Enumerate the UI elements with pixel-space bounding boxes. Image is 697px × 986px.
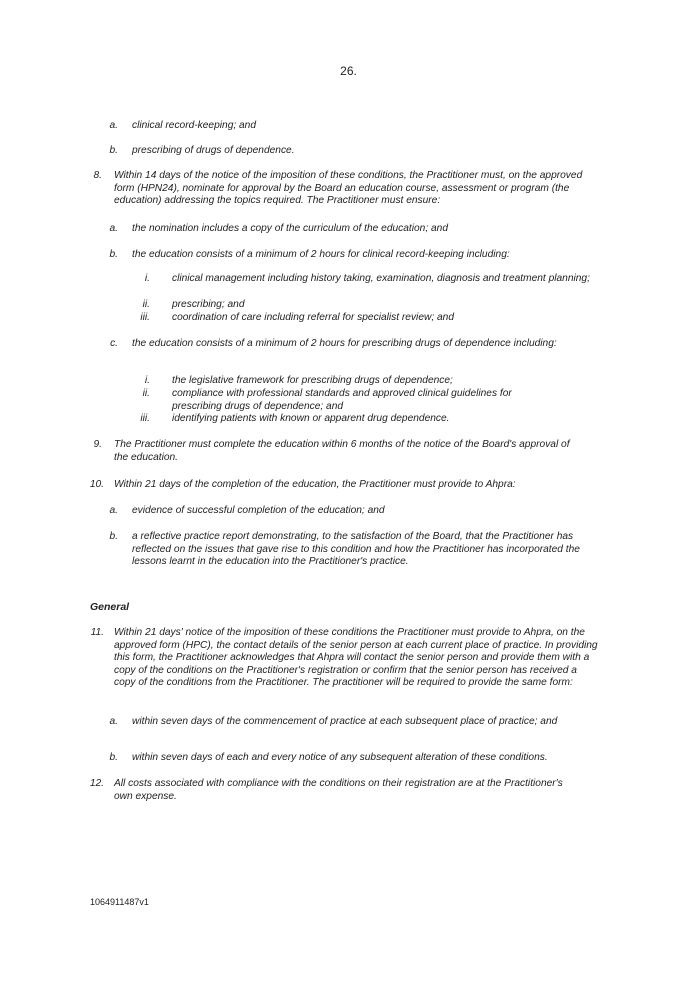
list-marker: a.: [109, 505, 118, 516]
list-item-text: coordination of care including referral for specialist review; and: [172, 312, 454, 323]
list-item-text: identifying patients with known or apparent drug dependence.: [172, 413, 450, 424]
list-marker: 11.: [90, 627, 104, 638]
list-item-text: the education consists of a minimum of 2 hours for prescribing drugs of dependence including:: [132, 338, 557, 349]
list-marker: 8.: [93, 170, 102, 181]
list-marker: b.: [109, 145, 118, 156]
list-item-text: clinical record-keeping; and: [132, 120, 257, 131]
list-marker: a.: [109, 120, 118, 131]
numbered-paragraph: Within 21 days of the completion of the education, the Practitioner must provide to Ahpra:: [114, 479, 516, 490]
list-item-text: compliance with professional standards and approved clinical guidelines for prescribing drugs of dependence; and: [172, 388, 512, 412]
list-item-text: within seven days of the commencement of practice at each subsequent place of practice; and: [132, 716, 558, 727]
numbered-paragraph: Within 21 days' notice of the imposition of these conditions the Practitioner must provide to Ahpra, on the approved form (HPC), the contact details of the senior person at each current place of practice. In providing this form, the Practitioner acknowledges that Ahpra will contact the senior person and provide them with a copy of the conditions on the Practitioner's registration or confirm that the senior person has received a copy of the conditions from the Practitioner. The practitioner will be required to provide the same form:: [114, 627, 598, 689]
list-marker: a.: [109, 223, 118, 234]
numbered-paragraph: All costs associated with compliance with the conditions on their registration are at the Practitioner's own expense.: [114, 778, 563, 802]
list-item-text: prescribing of drugs of dependence.: [132, 145, 295, 156]
list-item-text: prescribing; and: [172, 299, 245, 310]
list-marker: a.: [109, 716, 118, 727]
document-reference: 1064911487v1: [90, 897, 149, 907]
list-marker: 9.: [93, 439, 102, 450]
section-heading: General: [90, 601, 130, 613]
list-marker: c.: [110, 338, 118, 349]
numbered-paragraph: Within 14 days of the notice of the imposition of these conditions, the Practitioner must, on the approved form (HPN24), nominate for approval by the Board an education course, assessment or program (the education) addressing the topics required. The Practitioner must ensure:: [114, 170, 583, 207]
list-marker: i.: [144, 375, 150, 386]
list-item-text: evidence of successful completion of the education; and: [132, 505, 385, 516]
numbered-paragraph: The Practitioner must complete the education within 6 months of the notice of the Board's approval of the education.: [114, 439, 570, 463]
page-number: 26.: [340, 64, 357, 78]
list-item-text: within seven days of each and every notice of any subsequent alteration of these conditions.: [132, 752, 548, 763]
list-item-text: the legislative framework for prescribing drugs of dependence;: [172, 375, 453, 386]
list-item-text: a reflective practice report demonstrating, to the satisfaction of the Board, that the Practitioner has reflected on the issues that gave rise to this condition and how the Practitioner has incorporated the lessons learnt in the education into the Practitioner's practice.: [132, 531, 580, 568]
list-marker: iii.: [140, 312, 150, 323]
list-marker: b.: [109, 752, 118, 763]
list-item-text: clinical management including history taking, examination, diagnosis and treatment planning;: [172, 273, 590, 284]
list-marker: b.: [109, 249, 118, 260]
list-marker: 12.: [89, 778, 104, 789]
list-item-text: the education consists of a minimum of 2 hours for clinical record-keeping including:: [132, 249, 510, 260]
list-marker: b.: [109, 531, 118, 542]
list-item-text: the nomination includes a copy of the curriculum of the education; and: [132, 223, 449, 234]
list-marker: i.: [144, 273, 150, 284]
list-marker: ii.: [142, 388, 150, 399]
list-marker: ii.: [142, 299, 150, 310]
list-marker: 10.: [89, 479, 104, 490]
list-marker: iii.: [140, 413, 150, 424]
